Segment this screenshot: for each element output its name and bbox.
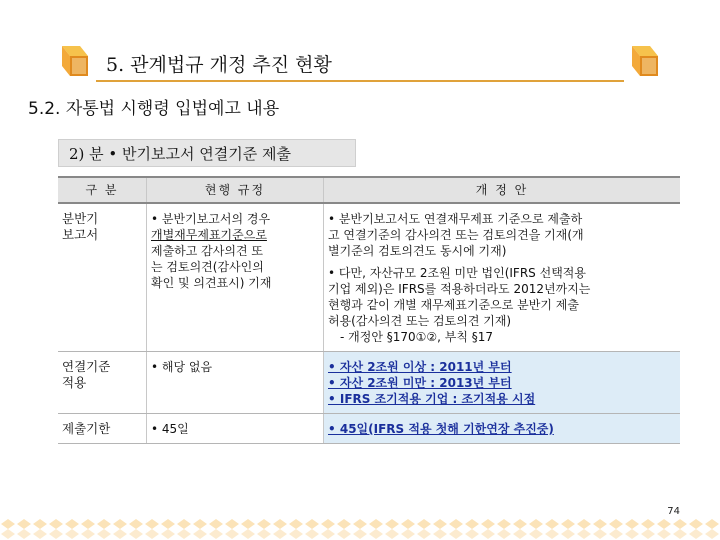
footer-diamond <box>705 519 719 529</box>
row-proposed: • 45일(IFRS 적용 첫해 기한연장 추진중) <box>324 414 681 444</box>
section-subtitle: 5.2. 자통법 시행령 입법예고 내용 <box>28 99 280 119</box>
footer-diamond <box>609 529 623 539</box>
orange-cube-logo-icon <box>624 44 664 80</box>
footer-diamond <box>625 529 639 539</box>
footer-diamond <box>401 529 415 539</box>
footer-diamond <box>417 519 431 529</box>
row-current-rule: • 분반기보고서의 경우 개별재무제표기준으로 제출하고 감사의견 또 는 검토의견(감사인의 확인 및 의견표시) 기재 <box>147 203 324 352</box>
footer-diamond <box>17 519 31 529</box>
footer-diamond <box>433 519 447 529</box>
footer-diamond <box>417 529 431 539</box>
footer-diamond <box>161 529 175 539</box>
footer-diamond <box>193 519 207 529</box>
header-current-rule: 현행 규정 <box>147 177 324 203</box>
header-proposed: 개 정 안 <box>324 177 681 203</box>
footer-diamond <box>257 529 271 539</box>
row-category: 연결기준 적용 <box>58 352 147 414</box>
footer-diamond <box>17 529 31 539</box>
footer-diamond <box>289 519 303 529</box>
section-label: 2) 분 • 반기보고서 연결기준 제출 <box>69 145 291 163</box>
footer-diamond <box>385 529 399 539</box>
footer-diamond <box>481 519 495 529</box>
footer-diamond <box>97 529 111 539</box>
row-current-rule: • 해당 없음 <box>147 352 324 414</box>
footer-diamond <box>193 529 207 539</box>
footer-diamond <box>177 529 191 539</box>
footer-diamond <box>433 529 447 539</box>
footer-diamond <box>513 519 527 529</box>
footer-diamond <box>641 529 655 539</box>
footer-diamond <box>273 529 287 539</box>
footer-diamond <box>529 529 543 539</box>
footer-diamond <box>33 519 47 529</box>
footer-diamond <box>81 519 95 529</box>
page-title: 5. 관계법규 개정 추진 현황 <box>106 54 332 76</box>
footer-diamond <box>641 519 655 529</box>
footer-diamond <box>657 529 671 539</box>
footer-diamond <box>129 529 143 539</box>
footer-diamond <box>145 519 159 529</box>
footer-diamond <box>577 529 591 539</box>
footer-diamond <box>161 519 175 529</box>
footer-diamond <box>305 519 319 529</box>
footer-diamond <box>81 529 95 539</box>
footer-diamond <box>113 529 127 539</box>
footer-diamond <box>689 519 703 529</box>
article-reference: - 개정안 §170①②, 부칙 §17 <box>340 330 494 344</box>
footer-diamond <box>545 519 559 529</box>
table-header-row <box>58 177 680 203</box>
footer-diamond <box>1 529 15 539</box>
section-label-box <box>58 139 356 167</box>
footer-diamond <box>609 519 623 529</box>
footer-diamond <box>657 519 671 529</box>
footer-diamond <box>561 519 575 529</box>
row-category: 분반기 보고서 <box>58 203 147 352</box>
footer-diamond <box>401 519 415 529</box>
footer-diamond <box>49 519 63 529</box>
comparison-table <box>58 176 680 444</box>
footer-diamond <box>369 519 383 529</box>
orange-cube-logo-icon <box>54 44 94 80</box>
footer-diamond <box>337 529 351 539</box>
table-row <box>58 414 680 444</box>
footer-diamond <box>449 519 463 529</box>
footer-diamond <box>497 529 511 539</box>
footer-diamond <box>1 519 15 529</box>
footer-diamond <box>497 519 511 529</box>
footer-diamond <box>529 519 543 529</box>
footer-diamond <box>321 519 335 529</box>
footer-diamond <box>113 519 127 529</box>
table-row <box>58 203 680 352</box>
footer-diamond <box>241 519 255 529</box>
footer-diamond <box>289 529 303 539</box>
footer-diamond <box>593 529 607 539</box>
footer-diamond <box>625 519 639 529</box>
footer-diamond <box>65 529 79 539</box>
header-bar <box>96 46 624 82</box>
footer-diamond <box>257 519 271 529</box>
footer-diamond <box>33 529 47 539</box>
footer-diamond <box>97 519 111 529</box>
footer-diamond <box>65 519 79 529</box>
footer-diamond <box>513 529 527 539</box>
footer-diamond <box>49 529 63 539</box>
footer-diamond <box>465 529 479 539</box>
footer-diamond <box>225 519 239 529</box>
footer-diamond <box>225 529 239 539</box>
footer-diamond <box>305 529 319 539</box>
footer-diamond <box>241 529 255 539</box>
footer-diamond <box>577 519 591 529</box>
footer-diamond <box>129 519 143 529</box>
footer-diamond <box>561 529 575 539</box>
footer-diamond <box>209 529 223 539</box>
footer-diamond <box>545 529 559 539</box>
table-row <box>58 352 680 414</box>
footer-diamond <box>705 529 719 539</box>
footer-diamond <box>273 519 287 529</box>
row-proposed: • 분반기보고서도 연결재무제표 기준으로 제출하 고 연결기준의 감사의견 또는 검토의견을 기재(개 별기준의 검토의견도 동시에 기재) • 다만, 자산규모 2조원 미만 법인(IFRS 선택적용 기업 제외)은 IFRS를 적용하더라도 2012년까지는 현행과 같이 개별 재무제표기준으로 분반기 제출 허용(감사의견 또는 검토의견 기재) - 개정안 §170①②, 부칙 §17 <box>324 203 681 352</box>
footer-diamond <box>337 519 351 529</box>
row-current-rule: • 45일 <box>147 414 324 444</box>
footer-diamond <box>449 529 463 539</box>
footer-diamond <box>689 529 703 539</box>
header-category: 구 분 <box>58 177 147 203</box>
footer-diamond <box>481 529 495 539</box>
footer-diamond <box>353 519 367 529</box>
page-number: 74 <box>667 506 680 517</box>
row-proposed: • 자산 2조원 이상 : 2011년 부터 • 자산 2조원 미만 : 2013년 부터 • IFRS 조기적용 기업 : 조기적용 시점 <box>324 352 681 414</box>
footer-diamond <box>321 529 335 539</box>
footer-diamond <box>465 519 479 529</box>
footer-diamond <box>385 519 399 529</box>
row-category: 제출기한 <box>58 414 147 444</box>
footer-diamond <box>353 529 367 539</box>
footer-diamond <box>145 529 159 539</box>
footer-diamond <box>673 519 687 529</box>
footer-diamond <box>177 519 191 529</box>
footer-diamond <box>209 519 223 529</box>
footer-diamond <box>593 519 607 529</box>
diamond-pattern-footer <box>0 518 720 540</box>
footer-diamond <box>673 529 687 539</box>
footer-diamond <box>369 529 383 539</box>
